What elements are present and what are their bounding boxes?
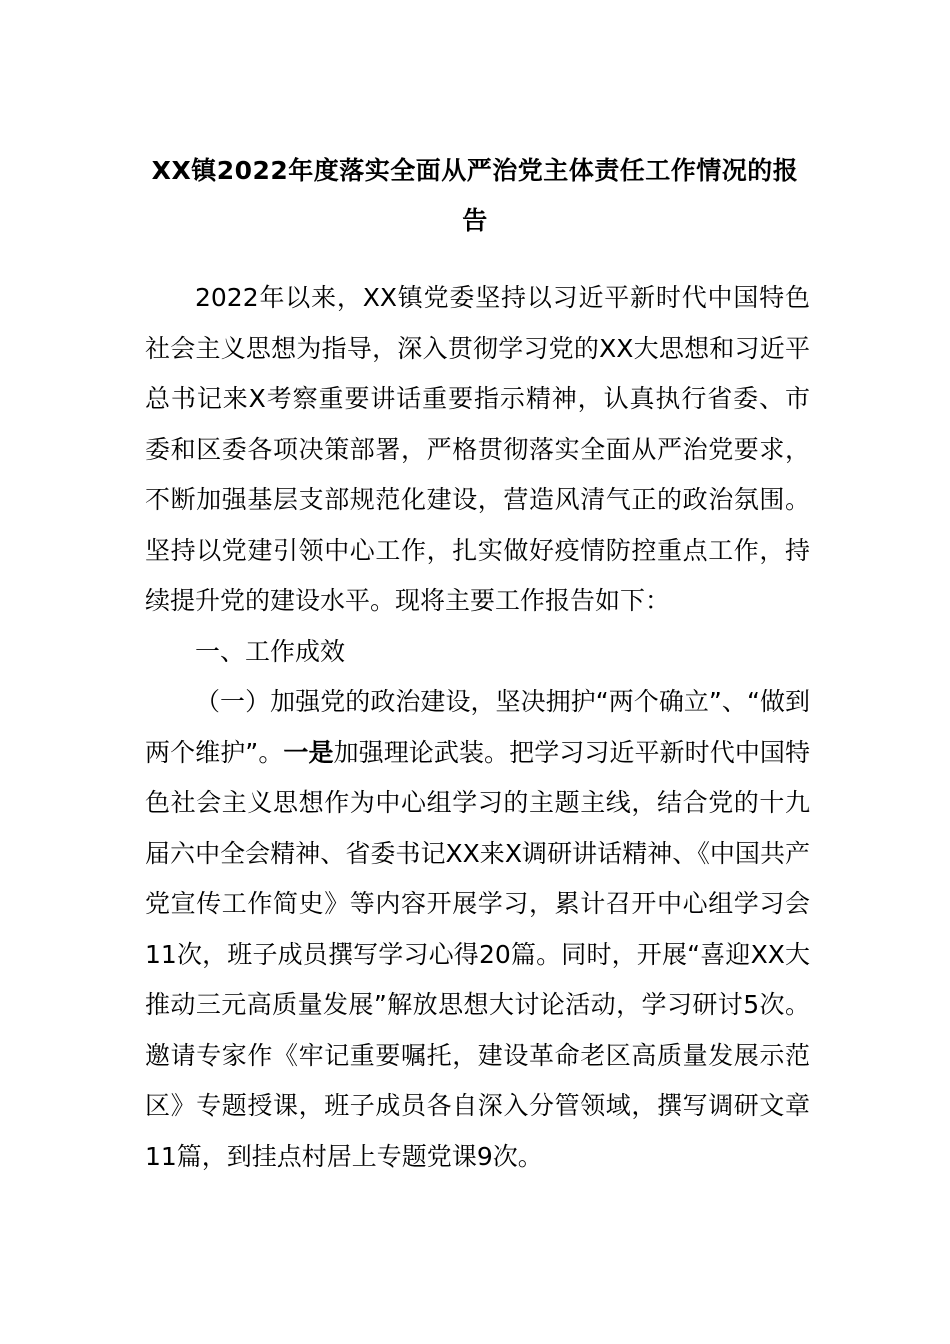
intro-paragraph: 2022年以来，XX镇党委坚持以习近平新时代中国特色社会主义思想为指导，深入贯彻学习党的XX大思想和习近平总书记来X考察重要讲话重要指示精神，认真执行省委、市委和区委各项决策部署，严格贯彻落实全面从严治党要求，不断加强基层支部规范化建设，营造风清气正的政治氛围。坚持以党建引领中心工作，扎实做好疫情防控重点工作，持续提升党的建设水平。现将主要工作报告如下： xyxy=(145,283,810,615)
subsection-paragraph xyxy=(145,677,810,1182)
subsection-text: 加强理论武装。把学习习近平新时代中国特色社会主义思想作为中心组学习的主题主线，结合党的十九届六中全会精神、省委书记XX来X调研讲话精神、《中国共产党宣传工作简史》等内容开展学习，累计召开中心组学习会11次，班子成员撰写学习心得20篇。同时，开展“喜迎XX大推动三元高质量发展”解放思想大讨论活动，学习研讨5次。邀请专家作《牢记重要嘱托，建设革命老区高质量发展示范区》专题授课，班子成员各自深入分管领域，撰写调研文章11篇，到挂点村居上专题党课9次。 xyxy=(145,737,810,1171)
subsection-lead: 一是 xyxy=(283,737,334,767)
document-title: XX镇2022年度落实全面从严治党主体责任工作情况的报告 xyxy=(151,156,799,235)
subsection-heading: （一）加强党的政治建设，坚决拥护“两个确立”、“做到两个维护”。 xyxy=(145,687,810,767)
document-body xyxy=(145,273,810,1182)
section-heading: 一、工作成效 xyxy=(195,636,346,666)
